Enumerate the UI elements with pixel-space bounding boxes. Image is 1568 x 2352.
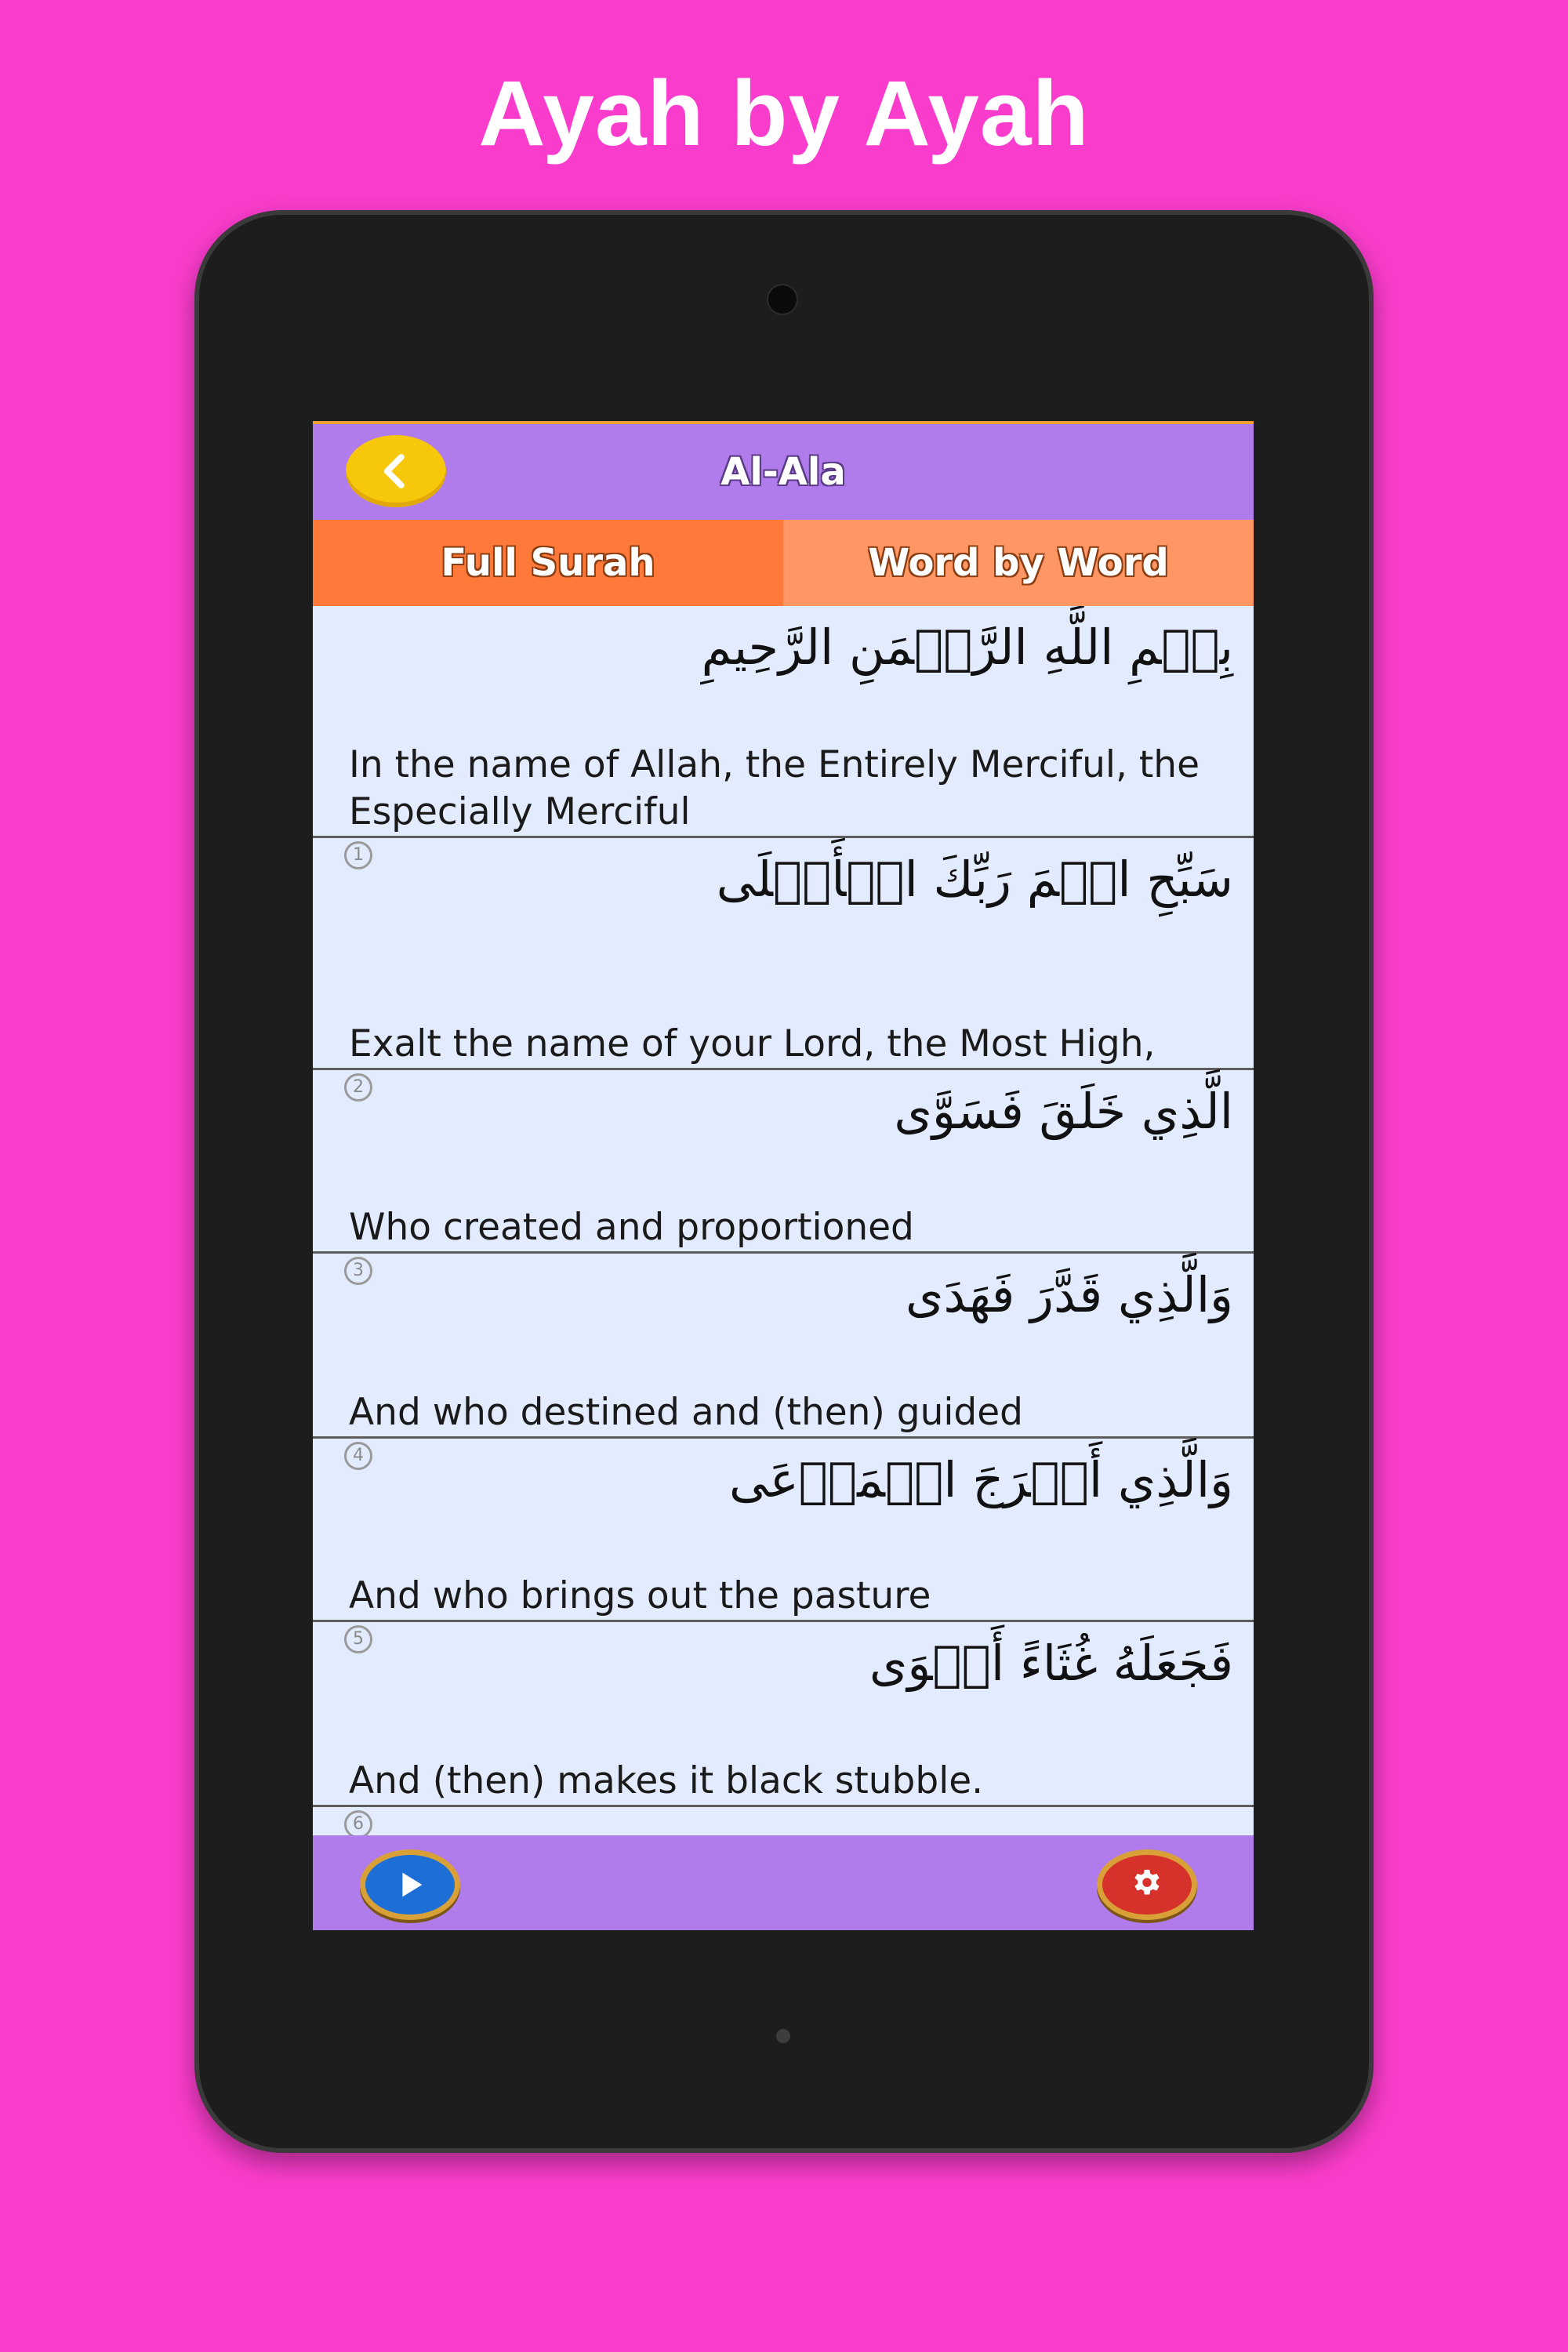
arabic-text: وَالَّذِي أَخۡرَجَ الۡمَرۡعَى [729, 1451, 1233, 1508]
translation-text: Who created and proportioned [349, 1206, 914, 1249]
tab-bar [313, 520, 1254, 606]
camera [767, 284, 798, 315]
home-indicator [776, 2029, 790, 2043]
verse-number: 2 [344, 1073, 372, 1102]
arabic-text: بِسۡمِ اللَّهِ الرَّحۡمَنِ الرَّحِيمِ [701, 619, 1233, 676]
verse-number: 5 [344, 1625, 372, 1653]
back-arrow-icon [375, 450, 417, 492]
verse-item [313, 1254, 1254, 1439]
verse-item [313, 1622, 1254, 1807]
play-icon [392, 1867, 428, 1903]
back-button[interactable] [346, 435, 446, 507]
translation-text: And who brings out the pasture [349, 1574, 931, 1617]
verse-item [313, 1439, 1254, 1622]
arabic-text: وَالَّذِي قَدَّرَ فَهَدَى [906, 1266, 1233, 1323]
translation-text: In the name of Allah, the Entirely Merciful, the Especially Merciful [349, 743, 1200, 833]
settings-button[interactable] [1097, 1849, 1197, 1920]
tab-word-by-word[interactable]: Word by Word [783, 520, 1254, 606]
app-screen [313, 421, 1254, 1930]
play-button[interactable] [360, 1849, 460, 1920]
translation-text: And (then) makes it black stubble. [349, 1759, 984, 1802]
verse-item [313, 1807, 1254, 1835]
verse-number: 4 [344, 1442, 372, 1470]
verse-number: 1 [344, 841, 372, 869]
app-header [313, 424, 1254, 520]
verse-number: 6 [344, 1810, 372, 1835]
verse-list[interactable] [313, 606, 1254, 1835]
translation-text: And who destined and (then) guided [349, 1391, 1023, 1434]
promo-title: Ayah by Ayah [478, 62, 1090, 165]
arabic-text: فَجَعَلَهُ غُثَاءً أَحۡوَى [869, 1635, 1233, 1692]
app-footer [313, 1835, 1254, 1930]
page-title: Al-Ala [720, 450, 846, 494]
gear-icon [1129, 1867, 1165, 1903]
verse-item [313, 1070, 1254, 1254]
verse-item [313, 606, 1254, 838]
translation-text: Exalt the name of your Lord, the Most High, [349, 1022, 1156, 1065]
tab-full-surah[interactable]: Full Surah [313, 520, 783, 606]
arabic-text: الَّذِي خَلَقَ فَسَوَّى [894, 1083, 1233, 1140]
arabic-text: سَبِّحِ اسۡمَ رَبِّكَ الۡأَعۡلَى [716, 851, 1233, 908]
verse-item [313, 838, 1254, 1070]
verse-number: 3 [344, 1257, 372, 1285]
